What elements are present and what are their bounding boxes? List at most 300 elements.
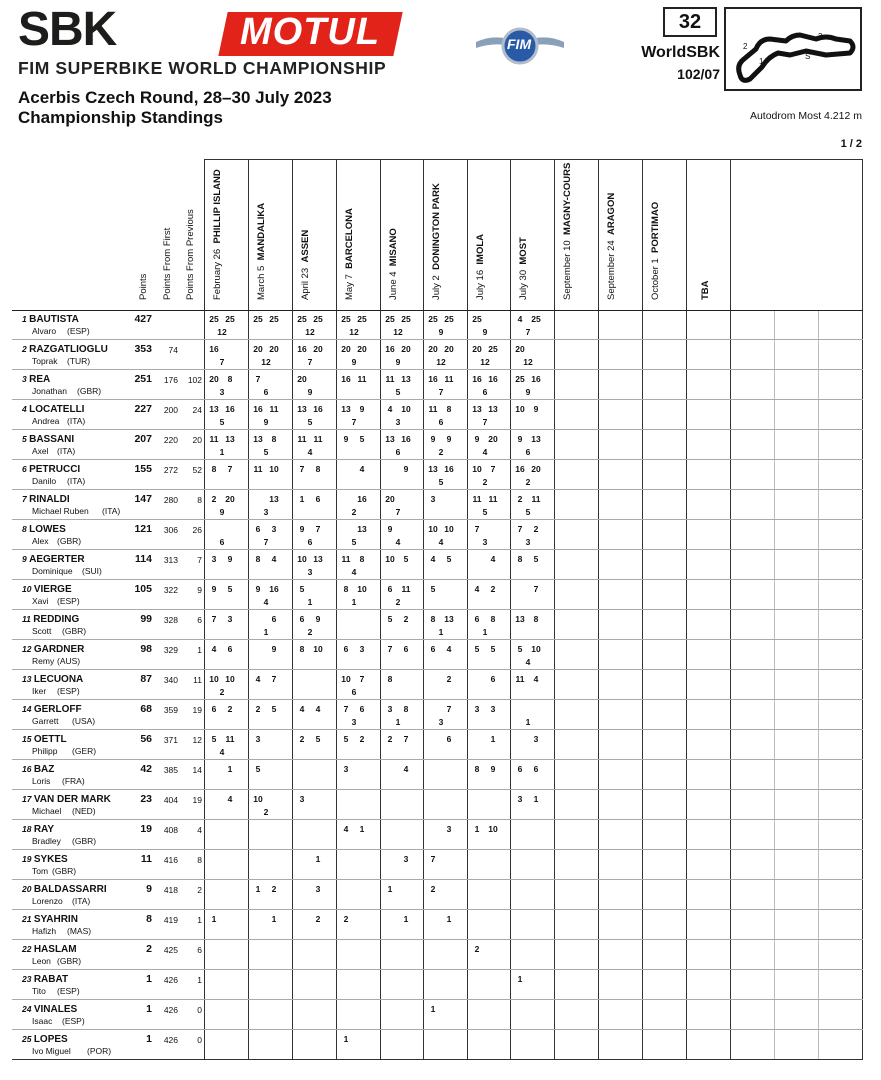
table-row-border (12, 489, 863, 490)
table-row-border (12, 789, 863, 790)
race-points: 16 (444, 464, 454, 474)
race-points: 10 (313, 644, 323, 654)
rider-nationality: (ITA) (67, 476, 86, 486)
race-points: 20 (444, 344, 454, 354)
race-points: 16 (209, 344, 219, 354)
race-points: 2 (219, 687, 225, 697)
points-from-previous: 8 (197, 855, 202, 865)
round-name: MOST (518, 237, 529, 265)
rider-points: 98 (140, 643, 152, 655)
race-points: 8 (255, 554, 261, 564)
page-number: 1 / 2 (840, 138, 862, 150)
points-from-first: 176 (163, 375, 178, 385)
race-points: 4 (307, 447, 313, 457)
rider-firstname: Michael Ruben (32, 506, 89, 516)
column-header-from-first: Points From First (162, 227, 173, 300)
rider-surname: BASSANI (29, 434, 75, 445)
rider-name (22, 554, 85, 565)
race-points: 12 (436, 357, 446, 367)
column-header-round (518, 170, 546, 300)
race-points: 6 (430, 644, 436, 654)
race-points: 3 (387, 704, 393, 714)
race-points: 2 (307, 627, 313, 637)
race-points: 8 (446, 404, 452, 414)
points-from-first: 280 (163, 495, 178, 505)
race-points: 7 (211, 614, 217, 624)
race-points: 2 (227, 704, 233, 714)
race-points: 2 (446, 674, 452, 684)
rider-surname: VAN DER MARK (33, 794, 111, 805)
points-from-first: 426 (163, 1005, 178, 1015)
table-row-border (12, 669, 863, 670)
race-points: 6 (438, 417, 444, 427)
points-from-first: 328 (163, 615, 178, 625)
column-header-round (388, 170, 416, 300)
rider-nationality: (ITA) (102, 506, 121, 516)
race-points: 9 (255, 584, 261, 594)
race-points: 1 (533, 794, 539, 804)
race-points: 20 (269, 344, 279, 354)
table-row-border (12, 519, 863, 520)
rider-points: 1 (146, 973, 152, 985)
rider-surname: BAZ (33, 764, 55, 775)
race-points: 6 (271, 614, 277, 624)
race-points: 16 (488, 374, 498, 384)
championship-subtitle: FIM SUPERBIKE WORLD CHAMPIONSHIP (18, 58, 387, 78)
race-points: 4 (438, 537, 444, 547)
race-points: 7 (263, 537, 269, 547)
rider-name (22, 404, 84, 415)
rider-position: 5 (22, 434, 30, 444)
race-points: 25 (313, 314, 323, 324)
series-name: WorldSBK (641, 44, 720, 61)
race-points: 3 (533, 734, 539, 744)
rider-position: 9 (22, 554, 30, 564)
table-row-border (12, 369, 863, 370)
race-points: 6 (533, 764, 539, 774)
round-date: October 1 (650, 258, 661, 300)
table-row-border (12, 849, 863, 850)
race-points: 6 (255, 524, 261, 534)
race-points: 6 (227, 644, 233, 654)
race-points: 4 (525, 657, 531, 667)
rider-surname: RABAT (33, 974, 69, 985)
race-points: 3 (219, 387, 225, 397)
rider-nationality: (ESP) (57, 596, 80, 606)
rider-nationality: (ITA) (67, 416, 86, 426)
race-points: 7 (351, 417, 357, 427)
race-points: 6 (517, 764, 523, 774)
rider-surname: GARDNER (33, 644, 85, 655)
race-points: 5 (446, 554, 452, 564)
race-points: 12 (393, 327, 403, 337)
race-points: 6 (403, 644, 409, 654)
race-points: 11 (253, 464, 263, 474)
race-points: 20 (357, 344, 367, 354)
race-points: 9 (438, 327, 444, 337)
race-points: 16 (472, 374, 482, 384)
race-points: 4 (533, 674, 539, 684)
race-points: 20 (209, 374, 219, 384)
race-points: 9 (271, 644, 277, 654)
race-points: 1 (227, 764, 233, 774)
race-points: 2 (359, 734, 365, 744)
race-points: 4 (403, 764, 409, 774)
race-points: 9 (315, 614, 321, 624)
race-points: 9 (517, 434, 523, 444)
race-points: 3 (482, 537, 488, 547)
document-title: Championship Standings (18, 108, 223, 127)
rider-nationality: (GBR) (62, 626, 87, 636)
race-points: 4 (387, 404, 393, 414)
race-points: 6 (359, 704, 365, 714)
race-points: 8 (299, 644, 305, 654)
race-points: 5 (482, 507, 488, 517)
rider-firstname: Remy (32, 656, 55, 666)
race-points: 11 (401, 584, 411, 594)
rider-firstname: Alex (32, 536, 49, 546)
race-points: 1 (446, 914, 452, 924)
race-points: 16 (225, 404, 235, 414)
race-points: 20 (515, 344, 525, 354)
race-points: 1 (490, 734, 496, 744)
race-points: 10 (472, 464, 482, 474)
race-points: 7 (517, 524, 523, 534)
race-points: 25 (428, 314, 438, 324)
rider-nationality: (GBR) (57, 956, 82, 966)
table-column-divider (818, 310, 819, 1059)
points-from-first: 272 (163, 465, 178, 475)
race-points: 1 (387, 884, 393, 894)
race-points: 1 (359, 824, 365, 834)
rider-surname: HASLAM (33, 944, 77, 955)
race-points: 20 (225, 494, 235, 504)
race-points: 6 (343, 644, 349, 654)
rider-firstname: Loris (32, 776, 51, 786)
race-points: 9 (351, 357, 357, 367)
rider-points: 99 (140, 613, 152, 625)
rider-name (22, 824, 54, 835)
round-number: 32 (663, 7, 717, 37)
race-points: 6 (490, 674, 496, 684)
race-points: 13 (253, 434, 263, 444)
rider-name (22, 1034, 68, 1045)
points-from-previous: 1 (197, 975, 202, 985)
round-name: PORTIMAO (650, 201, 661, 253)
race-points: 9 (533, 404, 539, 414)
race-points: 13 (444, 614, 454, 624)
race-points: 16 (341, 374, 351, 384)
rider-firstname: Garrett (32, 716, 59, 726)
table-row-border (12, 639, 863, 640)
race-points: 4 (271, 554, 277, 564)
race-points: 6 (387, 584, 393, 594)
race-points: 1 (430, 1004, 436, 1014)
race-points: 13 (269, 494, 279, 504)
race-points: 2 (430, 884, 436, 894)
rider-nationality: (ITA) (72, 896, 91, 906)
rider-surname: PETRUCCI (29, 464, 81, 475)
race-points: 8 (490, 614, 496, 624)
race-points: 3 (446, 824, 452, 834)
points-from-first: 200 (163, 405, 178, 415)
race-points: 1 (219, 447, 225, 457)
race-points: 6 (395, 447, 401, 457)
race-points: 2 (525, 477, 531, 487)
race-points: 13 (341, 404, 351, 414)
race-points: 8 (211, 464, 217, 474)
race-points: 1 (255, 884, 261, 894)
race-points: 3 (343, 764, 349, 774)
race-points: 6 (315, 494, 321, 504)
rider-points: 114 (135, 553, 152, 565)
race-points: 1 (403, 914, 409, 924)
race-points: 7 (387, 644, 393, 654)
race-points: 5 (525, 507, 531, 517)
event-title: Acerbis Czech Round, 28–30 July 2023 (18, 88, 332, 107)
race-points: 8 (403, 704, 409, 714)
race-points: 2 (517, 494, 523, 504)
rider-name (22, 914, 78, 925)
race-points: 10 (297, 554, 307, 564)
table-row-border (12, 699, 863, 700)
rider-points: 19 (140, 823, 152, 835)
race-points: 1 (482, 627, 488, 637)
race-points: 1 (343, 1034, 349, 1044)
fim-logo-text: FIM (507, 36, 532, 52)
round-name: TBA (700, 280, 711, 300)
race-points: 2 (395, 597, 401, 607)
race-points: 6 (307, 537, 313, 547)
race-points: 9 (343, 434, 349, 444)
round-name: MANDALIKA (256, 202, 267, 261)
rider-nationality: (ESP) (67, 326, 90, 336)
race-points: 10 (401, 404, 411, 414)
table-row-border (12, 759, 863, 760)
race-points: 13 (472, 404, 482, 414)
race-points: 7 (438, 387, 444, 397)
rider-firstname: Tom (32, 866, 49, 876)
rider-nationality: (SUI) (82, 566, 102, 576)
rider-firstname: Lorenzo (32, 896, 63, 906)
points-from-first: 220 (163, 435, 178, 445)
sbk-logo-text: SBK (18, 3, 117, 56)
rider-name (22, 494, 70, 505)
table-row-border (12, 579, 863, 580)
race-points: 9 (482, 327, 488, 337)
table-row-border (12, 729, 863, 730)
round-name: IMOLA (475, 234, 486, 265)
rider-name (22, 884, 107, 895)
race-points: 6 (299, 614, 305, 624)
rider-position: 20 (22, 884, 34, 894)
race-points: 3 (307, 567, 313, 577)
race-points: 3 (490, 704, 496, 714)
points-from-previous: 12 (192, 735, 202, 745)
rider-position: 2 (22, 344, 30, 354)
rider-points: 121 (134, 523, 152, 535)
race-points: 13 (385, 434, 395, 444)
race-points: 20 (253, 344, 263, 354)
rider-firstname: Philipp (32, 746, 58, 756)
rider-nationality: (GBR) (77, 386, 102, 396)
column-header-points: Points (138, 273, 149, 300)
race-points: 2 (533, 524, 539, 534)
rider-points: 353 (134, 343, 152, 355)
points-from-first: 313 (163, 555, 178, 565)
table-row-border (12, 609, 863, 610)
rider-points: 1 (146, 1033, 152, 1045)
race-points: 3 (403, 854, 409, 864)
rider-surname: REA (29, 374, 51, 385)
points-from-previous: 20 (192, 435, 202, 445)
race-points: 11 (341, 554, 351, 564)
race-points: 5 (343, 734, 349, 744)
race-points: 3 (271, 524, 277, 534)
rider-surname: SYKES (33, 854, 68, 865)
race-points: 5 (517, 644, 523, 654)
race-points: 4 (474, 584, 480, 594)
race-points: 5 (299, 584, 305, 594)
table-row-border (12, 549, 863, 550)
points-from-previous: 0 (197, 1035, 202, 1045)
rider-points: 105 (134, 583, 152, 595)
rider-name (22, 644, 84, 655)
rider-position: 14 (22, 704, 34, 714)
rider-firstname: Jonathan (32, 386, 67, 396)
points-from-first: 408 (163, 825, 178, 835)
table-row-border (12, 939, 863, 940)
column-header-round (256, 170, 284, 300)
race-points: 9 (387, 524, 393, 534)
rider-nationality: (ESP) (57, 986, 80, 996)
points-from-previous: 11 (193, 675, 202, 685)
race-points: 4 (219, 747, 225, 757)
race-points: 5 (359, 434, 365, 444)
round-name: PHILLIP ISLAND (212, 169, 223, 244)
race-points: 2 (351, 507, 357, 517)
rider-firstname: Bradley (32, 836, 61, 846)
round-date: September 10 (562, 240, 573, 300)
race-points: 5 (271, 704, 277, 714)
race-points: 16 (385, 344, 395, 354)
race-points: 10 (253, 794, 263, 804)
column-header-round (700, 170, 728, 300)
race-points: 7 (533, 584, 539, 594)
race-points: 4 (315, 704, 321, 714)
points-from-previous: 6 (197, 945, 202, 955)
race-points: 1 (351, 597, 357, 607)
race-points: 9 (525, 387, 531, 397)
rider-name (22, 854, 68, 865)
race-points: 8 (271, 434, 277, 444)
race-points: 11 (385, 374, 395, 384)
rider-firstname: Tito (32, 986, 46, 996)
race-points: 20 (488, 434, 498, 444)
rider-position: 13 (22, 674, 34, 684)
table-bottom-border (12, 1059, 863, 1060)
points-from-first: 371 (163, 735, 178, 745)
round-name: ARAGON (606, 192, 617, 236)
race-points: 8 (227, 374, 233, 384)
rider-name (22, 674, 83, 685)
points-from-first: 306 (163, 525, 178, 535)
table-top-border (204, 159, 863, 160)
rider-name (22, 704, 82, 715)
race-points: 16 (515, 464, 525, 474)
track-turn-label: 3 (818, 32, 823, 41)
race-points: 7 (490, 464, 496, 474)
race-points: 9 (490, 764, 496, 774)
race-points: 25 (225, 314, 235, 324)
race-points: 7 (227, 464, 233, 474)
race-points: 8 (517, 554, 523, 564)
document-code: 102/07 (677, 66, 720, 82)
rider-nationality: (MAS) (67, 926, 92, 936)
points-from-previous: 6 (197, 615, 202, 625)
rider-firstname: Alvaro (32, 326, 57, 336)
table-row-border (12, 459, 863, 460)
rider-name (22, 944, 77, 955)
column-header-round (475, 170, 503, 300)
race-points: 4 (517, 314, 523, 324)
rider-nationality: (ESP) (62, 1016, 85, 1026)
race-points: 11 (428, 404, 438, 414)
table-row-border (12, 879, 863, 880)
rider-surname: LOCATELLI (29, 404, 85, 415)
race-points: 2 (315, 914, 321, 924)
rider-position: 11 (22, 614, 34, 624)
rider-firstname: Xavi (32, 596, 49, 606)
race-points: 25 (253, 314, 263, 324)
race-points: 8 (430, 614, 436, 624)
race-points: 25 (357, 314, 367, 324)
race-points: 11 (531, 494, 541, 504)
rider-name (22, 794, 111, 805)
points-from-first: 425 (163, 945, 178, 955)
race-points: 11 (269, 404, 279, 414)
race-points: 2 (403, 614, 409, 624)
points-from-first: 322 (163, 585, 178, 595)
round-date: July 2 (431, 275, 442, 300)
rider-position: 22 (22, 944, 34, 954)
race-points: 5 (255, 764, 261, 774)
rider-surname: RAZGATLIOGLU (29, 344, 108, 355)
rider-firstname: Toprak (32, 356, 58, 366)
race-points: 11 (488, 494, 498, 504)
race-points: 2 (255, 704, 261, 714)
race-points: 9 (227, 554, 233, 564)
race-points: 9 (219, 507, 225, 517)
race-points: 16 (269, 584, 279, 594)
points-from-first: 404 (163, 795, 178, 805)
rider-nationality: (GBR) (72, 836, 97, 846)
race-points: 1 (395, 717, 401, 727)
rider-points: 1 (146, 1003, 152, 1015)
track-turn-label: 1 (759, 57, 764, 66)
rider-nationality: (AUS) (57, 656, 81, 666)
rider-name (22, 524, 66, 535)
race-points: 12 (480, 357, 490, 367)
rider-name (22, 764, 54, 775)
rider-points: 251 (134, 373, 152, 385)
table-row-border (12, 339, 863, 340)
points-from-previous: 9 (197, 585, 202, 595)
race-points: 6 (211, 704, 217, 714)
race-points: 8 (343, 584, 349, 594)
rider-nationality: (GER) (72, 746, 97, 756)
race-points: 20 (428, 344, 438, 354)
